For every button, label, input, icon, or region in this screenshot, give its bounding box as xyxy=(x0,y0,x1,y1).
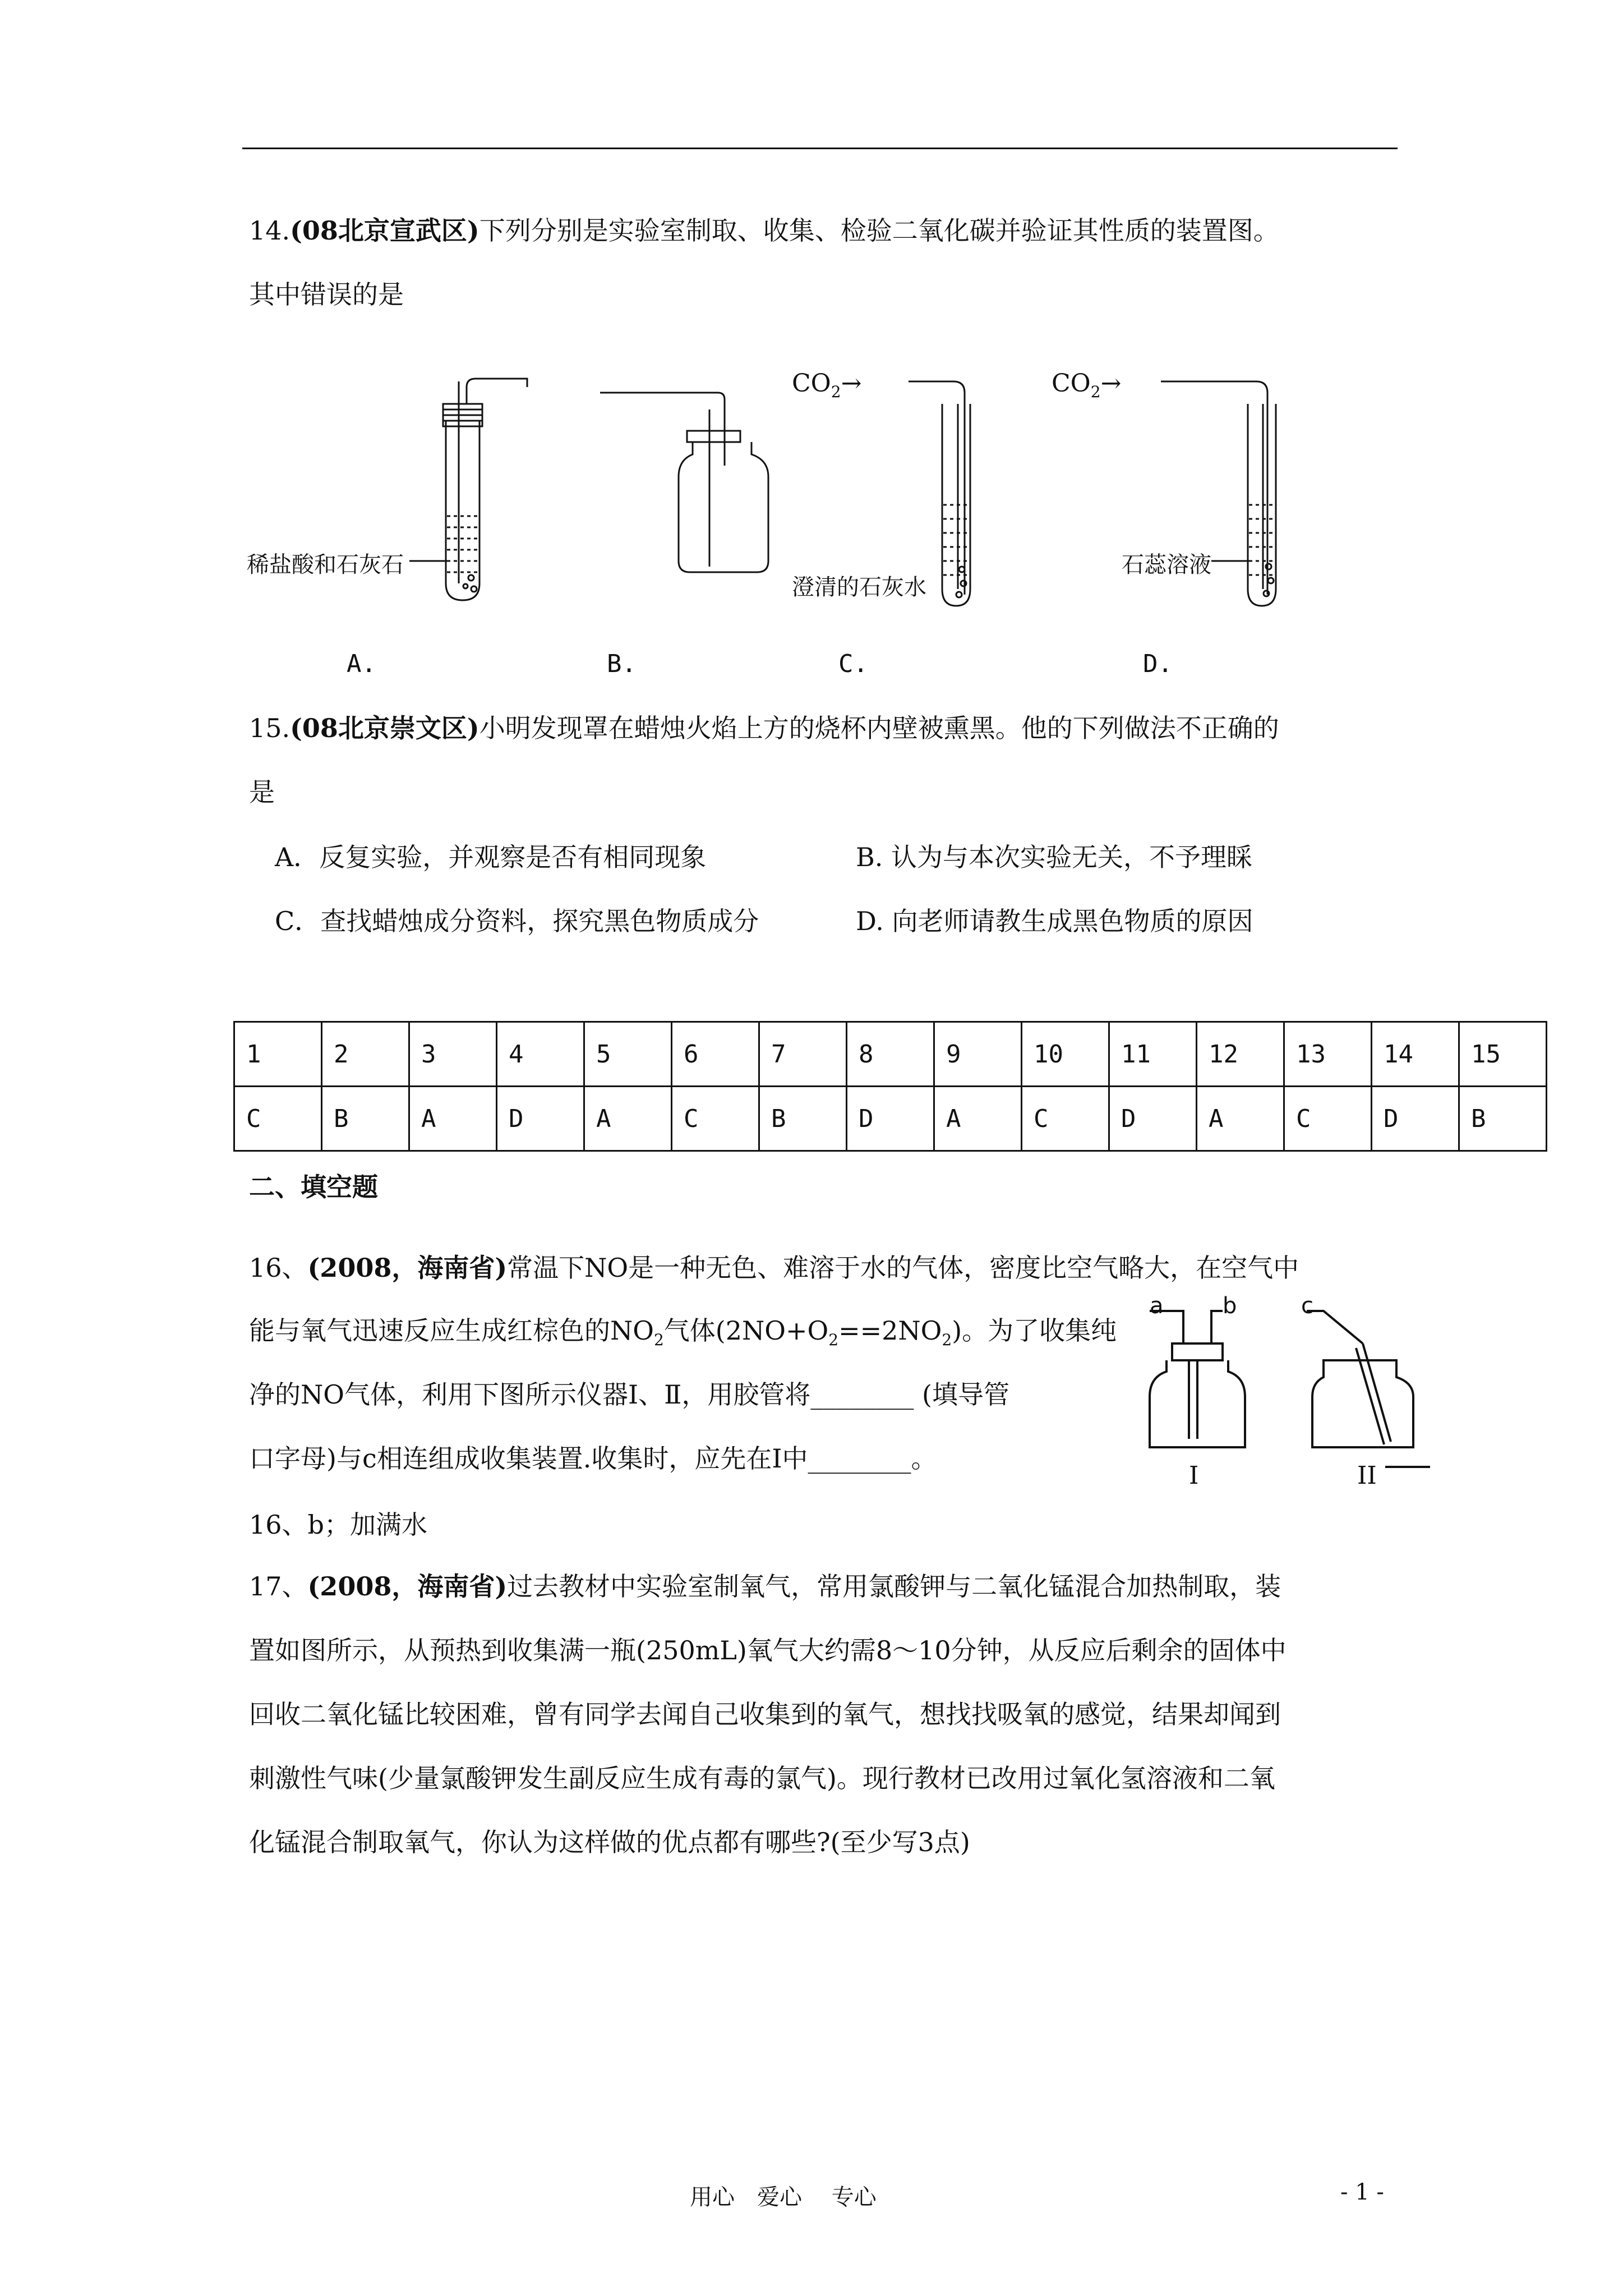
gas-bottles-figure xyxy=(1138,1299,1441,1489)
answer-table-numbers-row xyxy=(234,1022,1547,1087)
label-c: 澄清的石灰水 xyxy=(792,574,926,600)
q14-line1 xyxy=(249,215,1279,246)
q14-option-b: B. xyxy=(607,650,637,678)
q17-line5: 化锰混合制取氧气，你认为这样做的优点都有哪些?(至少写3点) xyxy=(249,1827,970,1857)
table-cell: 3 xyxy=(409,1022,497,1087)
table-cell: C xyxy=(1022,1087,1109,1151)
table-cell: 15 xyxy=(1459,1022,1547,1087)
table-cell: 4 xyxy=(497,1022,584,1087)
q16-line2: 能与氧气迅速反应生成红棕色的$NO_2$气体$(2NO+O_2==2NO_2)$。为了收集纯 xyxy=(249,1315,1117,1350)
table-cell: A xyxy=(934,1087,1022,1151)
q14-option-a: A. xyxy=(347,650,376,678)
table-cell: B xyxy=(322,1087,409,1151)
q17-line4: 刺激性气味(少量氯酸钾发生副反应生成有毒的氯气)。现行教材已改用过氧化氢溶液和二氧 xyxy=(249,1763,1275,1793)
q14-line2: 其中错误的是 xyxy=(249,279,404,310)
arrow-icon-c: → xyxy=(841,369,862,398)
co2-label-c: $CO_2\to$ xyxy=(792,369,862,401)
table-cell: 6 xyxy=(672,1022,759,1087)
table-cell: D xyxy=(847,1087,934,1151)
q16-line1 xyxy=(249,1252,1299,1283)
q16-source: (2008，海南省) xyxy=(307,1253,508,1283)
table-cell: C xyxy=(1284,1087,1372,1151)
table-cell: 11 xyxy=(1109,1022,1197,1087)
q15-text: 小明发现罩在蜡烛火焰上方的烧杯内壁被熏黑。他的下列做法不正确的 xyxy=(479,713,1279,743)
q17-line1 xyxy=(249,1571,1281,1602)
table-cell: D xyxy=(1109,1087,1197,1151)
table-cell: C xyxy=(234,1087,322,1151)
table-cell: B xyxy=(1459,1087,1547,1151)
footer-center: 用心 爱心 专心 xyxy=(690,2184,877,2210)
q15-option-a: A．反复实验，并观察是否有相同现象 xyxy=(275,842,707,872)
q15-option-c: C．查找蜡烛成分资料，探究黑色物质成分 xyxy=(275,906,759,936)
q14-text: 下列分别是实验室制取、收集、检验二氧化碳并验证其性质的装置图。 xyxy=(479,215,1279,246)
table-cell: D xyxy=(497,1087,584,1151)
answer-table-answers-row xyxy=(234,1087,1547,1151)
q16-number: 16、 xyxy=(249,1253,308,1283)
fig-label-c: c xyxy=(1301,1293,1313,1319)
table-cell: D xyxy=(1372,1087,1459,1151)
table-cell: 8 xyxy=(847,1022,934,1087)
q17-text: 过去教材中实验室制氧气，常用氯酸钾与二氧化锰混合加热制取，装 xyxy=(507,1571,1281,1602)
table-cell: A xyxy=(584,1087,672,1151)
table-cell: B xyxy=(759,1087,847,1151)
apparatus-b-figure xyxy=(583,387,796,589)
q16-text: 常温下NO是一种无色、难溶于水的气体，密度比空气略大，在空气中 xyxy=(507,1253,1299,1283)
label-d: 石蕊溶液 xyxy=(1122,552,1211,578)
q15-source: (08北京崇文区) xyxy=(290,713,479,743)
table-cell: C xyxy=(672,1087,759,1151)
fig-label-ii: II xyxy=(1357,1461,1377,1490)
table-cell: 1 xyxy=(234,1022,322,1087)
arrow-icon-d: → xyxy=(1100,369,1122,398)
q15-option-b: B. 认为与本次实验无关，不予理睬 xyxy=(856,842,1253,872)
fig-label-a: a xyxy=(1150,1293,1164,1319)
table-cell: 14 xyxy=(1372,1022,1459,1087)
table-cell: 2 xyxy=(322,1022,409,1087)
q17-line3: 回收二氧化锰比较困难，曾有同学去闻自己收集到的氧气，想找找吸氧的感觉，结果却闻到 xyxy=(249,1699,1281,1729)
q15-line1 xyxy=(249,712,1279,744)
fig-label-i: I xyxy=(1189,1461,1199,1490)
q16-answer: 16、b；加满水 xyxy=(249,1510,427,1540)
table-cell: 13 xyxy=(1284,1022,1372,1087)
section-heading: 二、填空题 xyxy=(249,1172,378,1202)
q14-number: 14. xyxy=(249,215,291,246)
answer-table xyxy=(233,1021,1547,1152)
table-cell: A xyxy=(1197,1087,1284,1151)
apparatus-d-figure xyxy=(1144,370,1312,617)
table-cell: 10 xyxy=(1022,1022,1109,1087)
table-cell: A xyxy=(409,1087,497,1151)
q16-line4: 口字母)与c相连组成收集装置.收集时，应先在Ⅰ中________。 xyxy=(249,1443,937,1474)
table-cell: 5 xyxy=(584,1022,672,1087)
q15-option-d: D. 向老师请教生成黑色物质的原因 xyxy=(856,906,1253,936)
fig-label-b: b xyxy=(1223,1293,1237,1319)
q14-source: (08北京宣武区) xyxy=(290,215,479,246)
q17-line2: 置如图所示，从预热到收集满一瓶(250mL)氧气大约需8～10分钟，从反应后剩余的固体中 xyxy=(249,1635,1287,1665)
page-number: - 1 - xyxy=(1340,2179,1384,2205)
co2-label-d: $CO_2\to$ xyxy=(1052,369,1122,401)
label-a: 稀盐酸和石灰石 xyxy=(247,552,404,578)
table-cell: 7 xyxy=(759,1022,847,1087)
q15-number: 15. xyxy=(249,713,291,743)
table-cell: 9 xyxy=(934,1022,1022,1087)
q16-line3: 净的NO气体，利用下图所示仪器Ⅰ、Ⅱ，用胶管将________ (填导管 xyxy=(249,1379,1009,1410)
q15-line2: 是 xyxy=(249,777,275,807)
header-rule xyxy=(242,148,1398,149)
q14-option-d: D. xyxy=(1143,650,1173,678)
table-cell: 12 xyxy=(1197,1022,1284,1087)
q17-source: (2008，海南省) xyxy=(307,1571,508,1602)
q17-number: 17、 xyxy=(249,1571,308,1602)
q14-option-c: C. xyxy=(838,650,868,678)
